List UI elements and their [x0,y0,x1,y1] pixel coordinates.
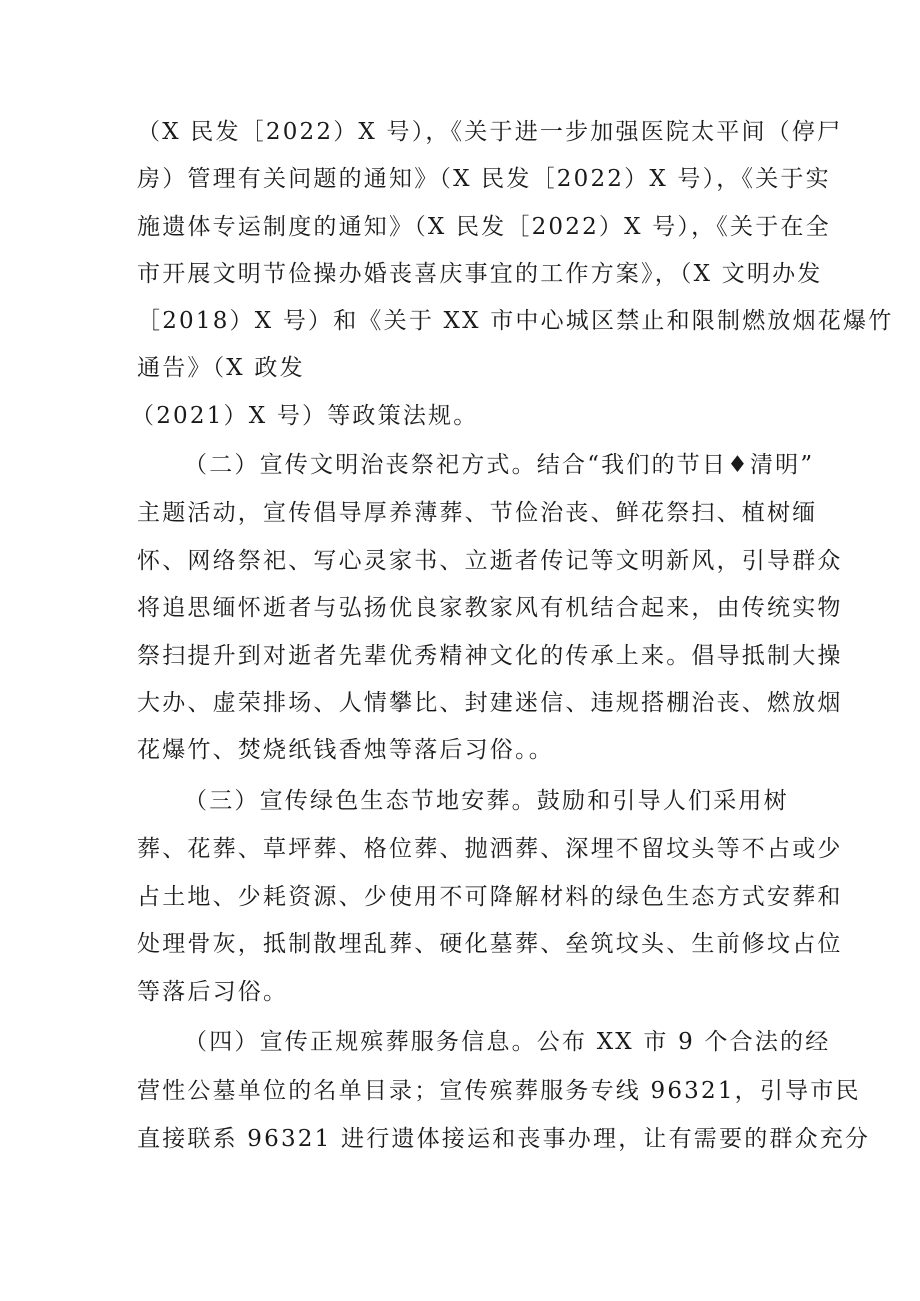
text-line-9: 主题活动，宣传倡导厚养薄葬、节俭治丧、鲜花祭扫、植树缅 [137,500,818,526]
text-line-1: （X 民发［2022）X 号），《关于进一步加强医院太平间（停尸 [137,119,843,145]
text-line-4: 市开展文明节俭操办婚丧喜庆事宜的工作方案》，（X 文明办发 [137,261,823,287]
text-line-22: 直接联系 96321 进行遗体接运和丧事办理，让有需要的群众充分 [137,1126,871,1152]
text-line-12: 祭扫提升到对逝者先辈优秀精神文化的传承上来。倡导抵制大操 [137,643,843,669]
text-line-18: 处理骨灰，抵制散埋乱葬、硬化墓葬、垒筑坟头、生前修坟占位 [137,931,843,957]
text-line-19: 等落后习俗。 [137,979,289,1005]
text-line-11: 将追思缅怀逝者与弘扬优良家教家风有机结合起来，由传统实物 [137,595,843,621]
paragraph-3-heading-line: （三）宣传绿色生态节地安葬。鼓励和引导人们采用树 [184,788,789,814]
text-line-10: 怀、网络祭祀、写心灵家书、立逝者传记等文明新风，引导群众 [137,548,843,574]
text-line-17: 占土地、少耗资源、少使用不可降解材料的绿色生态方式安葬和 [137,884,843,910]
text-line-3: 施遗体专运制度的通知》（X 民发［2022）X 号），《关于在全 [137,214,831,240]
text-line-2: 房）管理有关问题的通知》（X 民发［2022）X 号），《关于实 [137,166,831,192]
paragraph-4-heading-line: （四）宣传正规殡葬服务信息。公布 XX 市 9 个合法的经 [184,1029,831,1055]
text-line-14: 花爆竹、焚烧纸钱香烛等落后习俗。。 [137,737,554,763]
text-line-6: 通告》（X 政发 [137,355,305,381]
text-line-7: （2021）X 号）等政策法规。 [131,403,479,429]
paragraph-2-heading-line: （二）宣传文明治丧祭祀方式。结合“我们的节日♦清明” [184,452,815,478]
text-line-21: 营性公墓单位的名单目录；宣传殡葬服务专线 96321，引导市民 [137,1078,861,1104]
text-line-13: 大办、虚荣排场、人情攀比、封建迷信、违规搭棚治丧、燃放烟 [137,690,843,716]
text-line-5: ［2018）X 号）和《关于 XX 市中心城区禁止和限制燃放烟花爆竹 [137,308,894,334]
text-line-16: 葬、花葬、草坪葬、格位葬、抛洒葬、深埋不留坟头等不占或少 [137,836,843,862]
